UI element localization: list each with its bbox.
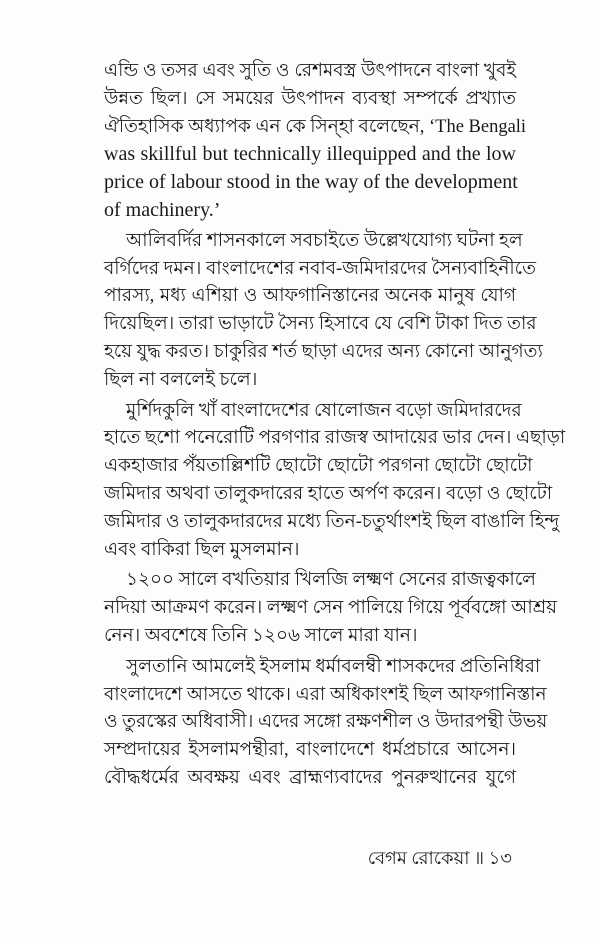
text-line: এবং বাকিরা ছিল মুসলমান। bbox=[104, 539, 300, 560]
text-line: বৌদ্ধধর্মের অবক্ষয় এবং ব্রাহ্মণ্যবাদের পুনরুত্থানের যুগে bbox=[104, 767, 516, 788]
paragraph bbox=[104, 654, 548, 793]
text-line: of machinery.’ bbox=[104, 198, 221, 221]
page-body bbox=[104, 58, 566, 793]
paragraph bbox=[104, 228, 543, 395]
text-line: হয়ে যুদ্ধ করত। চাকুরির শর্ত ছাড়া এদের অন্য কোনো আনুগত্য bbox=[104, 341, 543, 362]
text-line: পারস্য, মধ্য এশিয়া ও আফগানিস্তানের অনেক মানুষ যোগ bbox=[104, 286, 516, 307]
paragraph bbox=[104, 58, 527, 225]
text-line: হাতে ছশো পনেরোটি পরগণার রাজস্ব আদায়ের ভার দেন। এছাড়া bbox=[104, 428, 566, 449]
text-line: price of labour stood in the way of the development bbox=[104, 171, 518, 194]
text-line: ছিল না বললেই চলে। bbox=[104, 369, 258, 390]
text-line: ১২০০ সালে বখতিয়ার খিলজি লক্ষ্মণ সেনের রাজত্বকালে bbox=[126, 570, 536, 591]
text-line: ঐতিহাসিক অধ্যাপক এন কে সিন্‌হা বলেছেন, ‘The Bengali bbox=[104, 116, 527, 137]
text-line: নদিয়া আক্রমণ করেন। লক্ষ্মণ সেন পালিয়ে গিয়ে পূর্ববঙ্গো আশ্রয় bbox=[104, 598, 558, 619]
text-line: জমিদার অথবা তালুকদারের হাতে অর্পণ করেন। বড়ো ও ছোটো bbox=[104, 483, 553, 504]
text-line: সুলতানি আমলেই ইসলাম ধর্মাবলম্বী শাসকদের প্রতিনিধিরা bbox=[126, 656, 541, 677]
text-line: জমিদার ও তালুকদারদের মধ্যে তিন-চতুর্থাংশই ছিল বাঙালি হিন্দু bbox=[104, 511, 560, 532]
paragraph bbox=[104, 567, 558, 650]
page-footer: বেগম রোকেয়া ॥ ১৩ bbox=[367, 848, 512, 868]
text-line: সম্প্রদায়ের ইসলামপন্থীরা, বাংলাদেশে ধর্মপ্রচারে আসেন। bbox=[104, 740, 516, 761]
text-line: আলিবর্দির শাসনকালে সবচাইতে উল্লেখযোগ্য ঘটনা হল bbox=[126, 230, 523, 251]
text-line: নেন। অবশেষে তিনি ১২০৬ সালে মারা যান। bbox=[104, 625, 418, 646]
paragraph bbox=[104, 398, 566, 565]
text-line: was skillful but technically illequipped and the low bbox=[104, 143, 516, 166]
text-line: এন্ডি ও তসর এবং সুতি ও রেশমবস্ত্র উৎপাদনে বাংলা খুবই bbox=[104, 61, 516, 81]
text-line: ও তুরস্কের অধিবাসী। এদের সঙ্গো রক্ষণশীল ও উদারপন্থী উভয় bbox=[104, 712, 548, 733]
text-line: বর্গিদের দমন। বাংলাদেশের নবাব-জমিদারদের সৈন্যবাহিনীতে bbox=[104, 258, 536, 279]
text-line: মুর্শিদকুলি খাঁ বাংলাদেশের ষোলোজন বড়ো জমিদারদের bbox=[126, 400, 522, 421]
text-line: একহাজার পঁয়তাল্লিশটি ছোটো ছোটো পরগনা ছোটো ছোটো bbox=[104, 456, 533, 477]
text-line: বাংলাদেশে আসতে থাকে। এরা অধিকাংশই ছিল আফগানিস্তান bbox=[104, 684, 547, 705]
text-line: দিয়েছিল। তারা ভাড়াটে সৈন্য হিসাবে যে বেশি টাকা দিত তার bbox=[104, 314, 537, 335]
text-line: উন্নত ছিল। সে সময়ের উৎপাদন ব্যবস্থা সম্পর্কে প্রখ্যাত bbox=[104, 88, 516, 109]
